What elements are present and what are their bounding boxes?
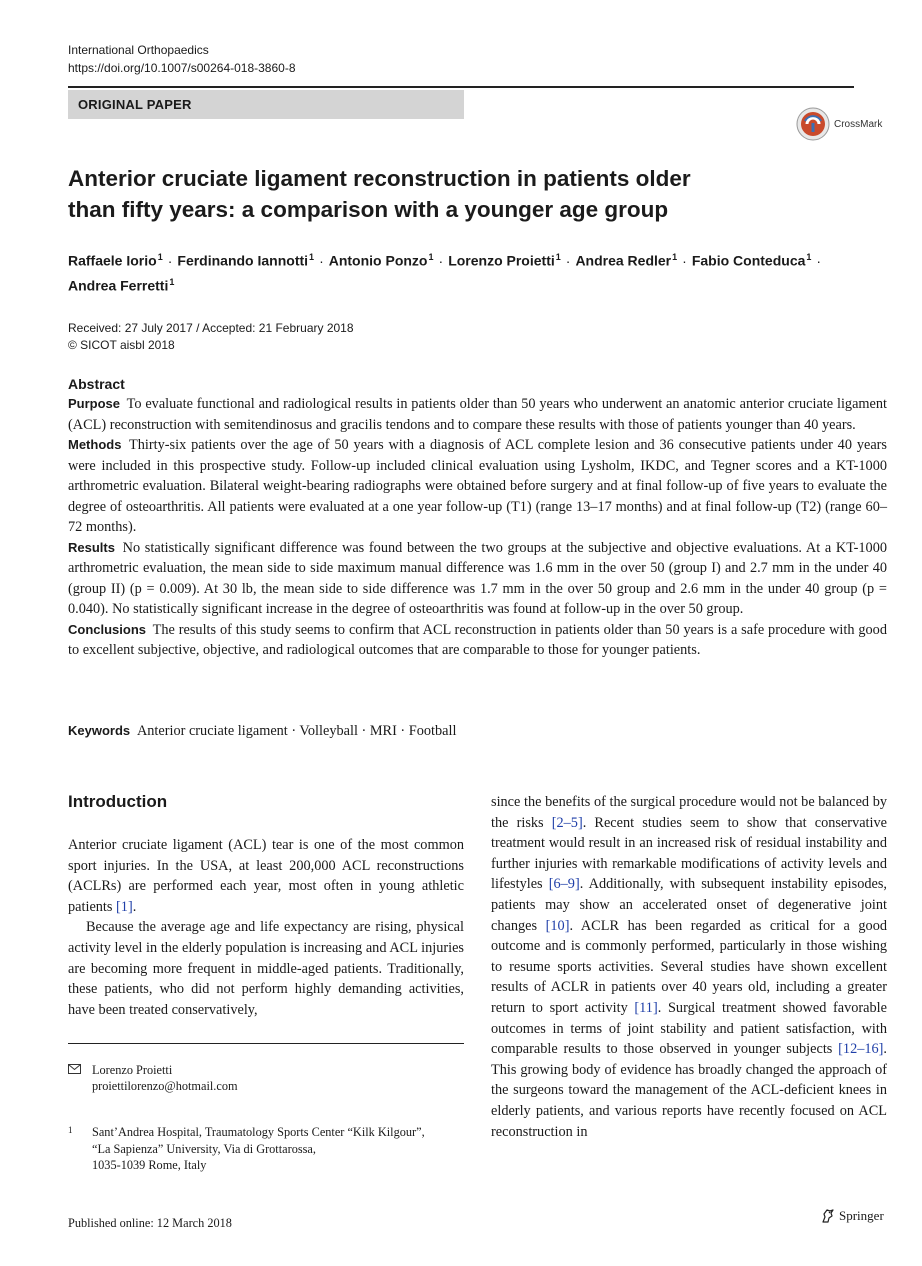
author-name[interactable]: Antonio Ponzo — [328, 252, 428, 269]
author-name[interactable]: Fabio Conteduca — [691, 252, 806, 269]
text-run: . — [132, 898, 137, 915]
text-run: . This growing body of evidence has broadly changed the approach of the surgeons toward the management of the ACL-deficient knees in elderly patients, and various reports have recently focused on ACL reconstruction in — [491, 1041, 887, 1140]
affiliation-footnote — [68, 1124, 464, 1174]
intro-paragraph-3 — [491, 792, 887, 1142]
doi-link[interactable]: https://doi.org/10.1007/s00264-018-3860-8 — [68, 61, 296, 75]
abstract-heading: Abstract — [68, 376, 125, 392]
citation-link[interactable]: [10] — [545, 917, 570, 934]
text-run: . Additionally, with subsequent instability episodes, patients may show an accelerated onset of degenerative joint changes — [491, 876, 887, 934]
affiliation-mark: 1 — [169, 276, 175, 287]
publisher-name: Springer — [839, 1208, 884, 1223]
text-run: . ACLR has been regarded as critical for a good outcome and is commonly performed, particularly in those wishing to resume sports activities. Several studies have shown excellent results of ACLR in patients over 40 years old, including a greater return to sport activity — [491, 917, 887, 1016]
corresponding-author — [68, 1062, 238, 1094]
publication-dates — [68, 320, 354, 354]
text-run: . Recent studies seem to show that conservative treatment would result in an increased risk of residual instability and further injuries with remarkable modifications of activity levels and lifestyles — [491, 814, 887, 893]
author-separator: · — [816, 252, 822, 269]
author-separator: · — [565, 252, 571, 269]
author-separator: · — [167, 252, 173, 269]
citation-link[interactable]: [11] — [634, 999, 658, 1016]
journal-header — [68, 41, 296, 77]
affiliation-mark: 1 — [428, 252, 434, 262]
conclusions-text: The results of this study seems to confirm that ACL reconstruction in patients older than 50 years is a safe procedure with good to excellent subjective, objective, and radiological outcomes that are comparable to those for younger patients. — [68, 621, 887, 658]
affiliation-line-1: Sant’Andrea Hospital, Traumatology Sports Center “Kilk Kilgour”, — [92, 1125, 425, 1139]
results-label: Results — [68, 539, 115, 555]
springer-horse-icon — [820, 1208, 836, 1224]
abstract-conclusions — [68, 620, 887, 661]
citation-link[interactable]: [1] — [116, 898, 133, 915]
text-run: . Surgical treatment showed favorable outcomes in terms of joint stability and patient satisfaction, with comparable results to those observed in younger subjects — [491, 999, 887, 1058]
keywords — [68, 721, 456, 741]
keywords-label: Keywords — [68, 723, 131, 738]
author-name[interactable]: Lorenzo Proietti — [448, 252, 555, 269]
purpose-text: To evaluate functional and radiological results in patients older than 50 years who underwent an anatomic anterior cruciate ligament (ACL) reconstruction with semitendinosus and gracilis tendons and to compare these results with those of patients younger than 40 years. — [68, 396, 887, 433]
methods-label: Methods — [68, 437, 122, 452]
results-text: No statistically significant difference was found between the two groups at the subjective and objective evaluations. At a KT-1000 arthrometric evaluation, the mean side to side maximum manual difference was 1.6 mm in the over 50 (group I) and 2.7 mm in the under 40 (group II) (p = 0.009). At 30 lb, the mean side to side difference was 1.7 mm in the over 50 group and 2.6 mm in the under 40 group (p = 0.040). No statistically significant increase in the degree of osteoarthritis was found at follow-up in the over 50 group. — [68, 539, 887, 617]
citation-link[interactable]: [2–5] — [551, 814, 583, 831]
keywords-text: Anterior cruciate ligament · Volleyball · MRI · Football — [136, 723, 457, 739]
published-online: Published online: 12 March 2018 — [68, 1216, 232, 1230]
footnote-rule — [68, 1043, 464, 1044]
affiliation-line-3: 1035-1039 Rome, Italy — [92, 1158, 207, 1172]
journal-name: International Orthopaedics — [68, 43, 209, 57]
envelope-icon — [68, 1062, 82, 1078]
crossmark-label: CrossMark — [834, 118, 883, 130]
author-name[interactable]: Andrea Ferretti — [68, 277, 169, 294]
received-accepted: Received: 27 July 2017 / Accepted: 21 February 2018 — [68, 321, 354, 335]
citation-link[interactable]: [6–9] — [548, 876, 580, 893]
body-column-right — [491, 792, 887, 1142]
affiliation-mark: 1 — [806, 252, 812, 262]
title-line-1: Anterior cruciate ligament reconstruction in patients older — [68, 166, 691, 191]
conclusions-label: Conclusions — [68, 621, 147, 637]
crossmark-icon — [796, 107, 830, 141]
paper-type-banner: ORIGINAL PAPER — [68, 90, 464, 119]
abstract-purpose — [68, 394, 887, 435]
author-name[interactable]: Raffaele Iorio — [68, 252, 157, 269]
intro-paragraph-2: Because the average age and life expectancy are rising, physical activity level in the elderly population is increasing and ACL injuries are becoming more frequent in middle-aged patients. Traditionally, these patients, who did not perform highly demanding activities, have been treated conservatively, — [68, 919, 464, 1018]
purpose-label: Purpose — [68, 396, 121, 411]
methods-text: Thirty-six patients over the age of 50 years with a diagnosis of ACL complete lesion and 36 consecutive patients under 40 years were included in this prospective study. Follow-up included clinical evaluation using Lysholm, IKDC, and Tegner scores and a KT-1000 arthrometric evaluation. Bilateral weight-bearing radiographs were obtained before surgery and at final follow-up of five years to evaluate the degree of osteoarthritis. All patients were evaluated at a one year follow-up (T1) (range 13–17 months) and at final follow-up (T2) (range 60–72 months). — [68, 437, 887, 535]
abstract-methods — [68, 435, 887, 538]
author-name[interactable]: Ferdinando Iannotti — [177, 252, 309, 269]
paper-title — [68, 163, 768, 225]
author-name[interactable]: Andrea Redler — [575, 252, 672, 269]
text-run: Anterior cruciate ligament (ACL) tear is one of the most common sport injuries. In the USA, at least 200,000 ACL reconstructions (ACLRs) are performed each year, most often in young athletic patients — [68, 837, 464, 915]
abstract-section — [68, 375, 887, 661]
body-column-left — [68, 835, 464, 1020]
introduction-heading: Introduction — [68, 792, 168, 811]
header-rule — [68, 86, 854, 88]
author-separator: · — [438, 252, 444, 269]
author-separator: · — [319, 252, 324, 269]
corresponding-name: Lorenzo Proietti — [92, 1063, 173, 1077]
author-list — [68, 247, 868, 296]
affiliation-line-2: “La Sapienza” University, Via di Grottarossa, — [92, 1141, 316, 1156]
abstract-results — [68, 538, 887, 620]
intro-paragraph-1 — [68, 835, 464, 917]
affiliation-mark: 1 — [157, 252, 163, 262]
citation-link[interactable]: [12–16] — [838, 1041, 884, 1058]
crossmark-badge[interactable] — [796, 107, 882, 141]
affiliation-mark: 1 — [672, 252, 678, 262]
affiliation-mark: 1 — [555, 252, 561, 262]
text-run: since the benefits of the surgical procedure would not be balanced by the risks — [491, 794, 887, 831]
corresponding-email[interactable]: proiettilorenzo@hotmail.com — [92, 1079, 238, 1093]
affiliation-mark: 1 — [309, 252, 315, 262]
title-line-2: than fifty years: a comparison with a younger age group — [68, 197, 669, 222]
affiliation-number: 1 — [68, 1125, 73, 1135]
author-separator: · — [682, 252, 687, 269]
copyright: © SICOT aisbl 2018 — [68, 338, 175, 352]
springer-logo — [820, 1208, 884, 1224]
